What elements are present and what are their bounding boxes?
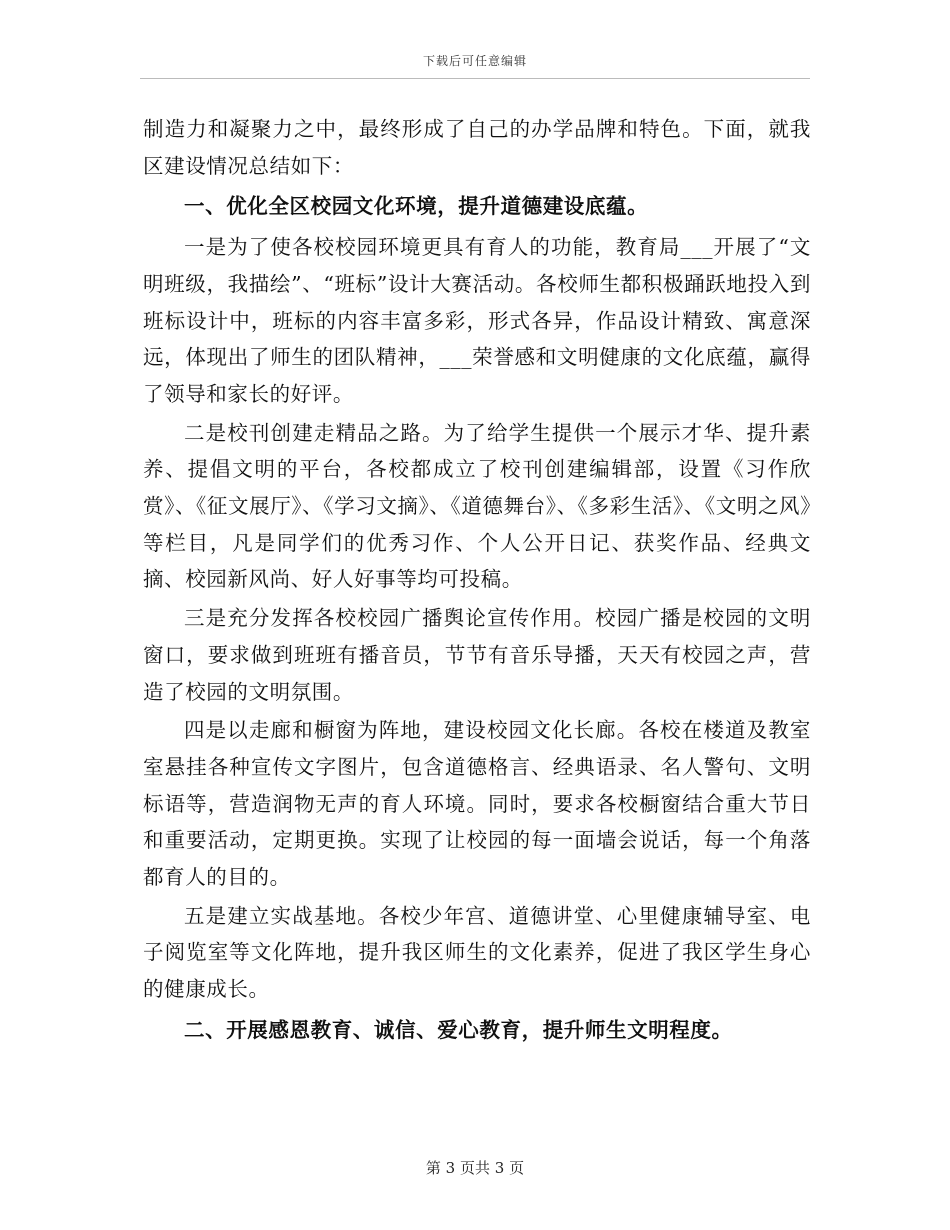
paragraph-2: 二是校刊创建走精品之路。为了给学生提供一个展示才华、提升素养、提倡文明的平台，各校都成立了校刊创建编辑部，设置《习作欣赏》、《征文展厅》、《学习文摘》、《道德舞台》、《多彩生活》、《文明之风》等栏目，凡是同学们的优秀习作、个人公开日记、获奖作品、经典文摘、校园新风尚、好人好事等均可投稿。 xyxy=(143,420,811,592)
header-divider xyxy=(140,78,810,79)
document-body xyxy=(143,111,811,1053)
paragraph-5: 五是建立实战基地。各校少年宫、道德讲堂、心里健康辅导室、电子阅览室等文化阵地，提升我区师生的文化素养，促进了我区学生身心的健康成长。 xyxy=(143,903,811,1002)
paragraph-4: 四是以走廊和橱窗为阵地，建设校园文化长廊。各校在楼道及教室室悬挂各种宣传文字图片，包含道德格言、经典语录、名人警句、文明标语等，营造润物无声的育人环境。同时，要求各校橱窗结合重大节日和重要活动，定期更换。实现了让校园的每一面墙会说话，每一个角落都育人的目的。 xyxy=(143,718,811,890)
page-footer: 第 3 页共 3 页 xyxy=(425,1159,525,1177)
page-header: 下载后可任意编辑 xyxy=(422,54,527,68)
section-heading-1: 一、优化全区校园文化环境，提升道德建设底蕴。 xyxy=(184,194,649,219)
paragraph-3: 三是充分发挥各校校园广播舆论宣传作用。校园广播是校园的文明窗口，要求做到班班有播音员，节节有音乐导播，天天有校园之声，营造了校园的文明氛围。 xyxy=(143,606,811,704)
paragraph-1: 一是为了使各校校园环境更具有育人的功能，教育局___开展了“文明班级，我描绘”、“班标”设计大赛活动。各校师生都积极踊跃地投入到班标设计中，班标的内容丰富多彩，形式各异，作品设计精致、寓意深远，体现出了师生的团队精神，___荣誉感和文明健康的文化底蕴，赢得了领导和家长的好评。 xyxy=(143,235,811,406)
section-heading-2: 二、开展感恩教育、诚信、爱心教育，提升师生文明程度。 xyxy=(184,1017,733,1042)
paragraph-intro: 制造力和凝聚力之中，最终形成了自己的办学品牌和特色。下面，就我区建设情况总结如下： xyxy=(143,117,811,178)
